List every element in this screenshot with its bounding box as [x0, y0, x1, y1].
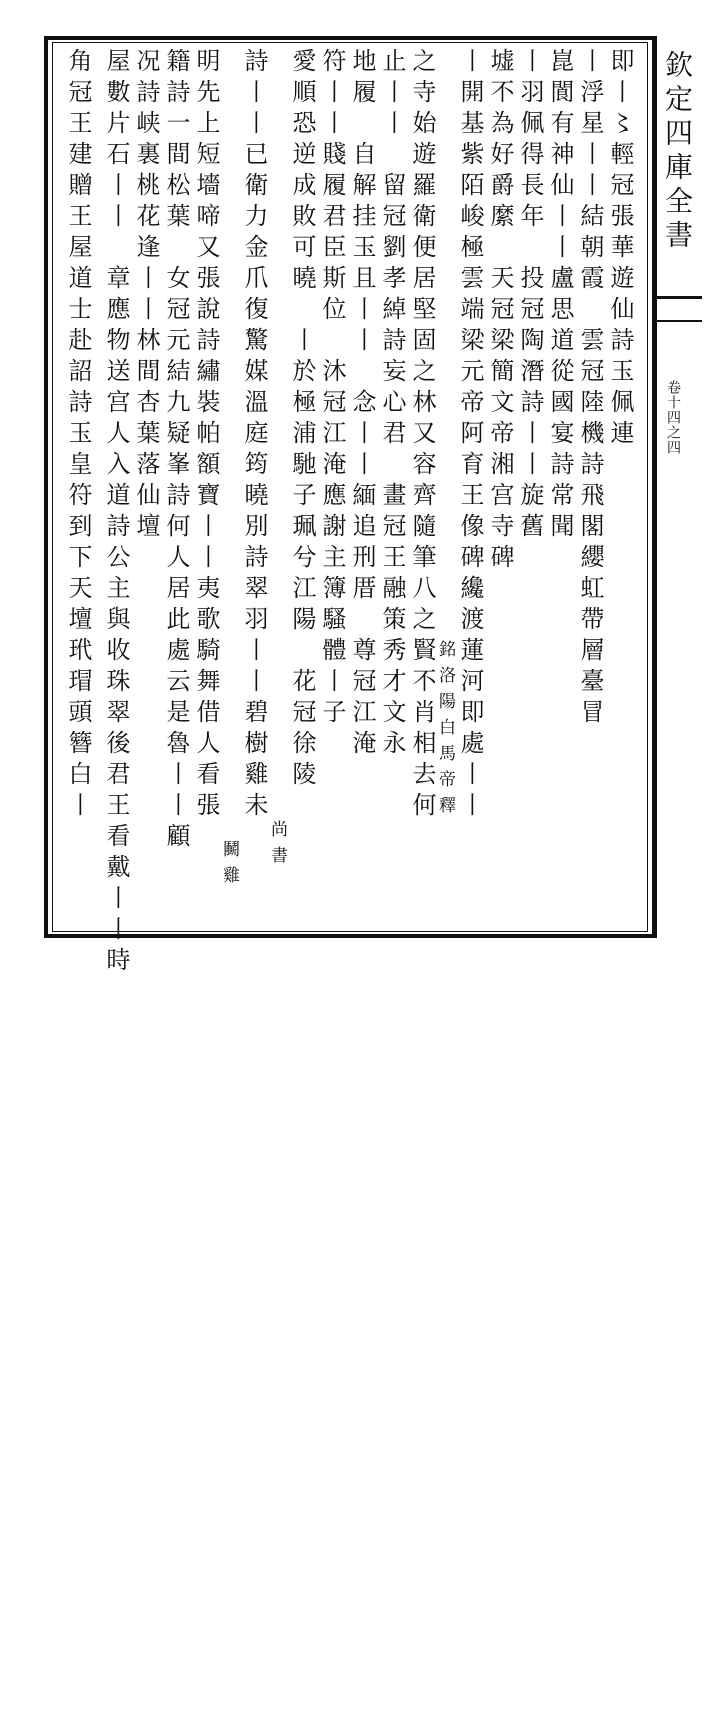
- text-column: 符丨丨賤履君臣斯位 沐冠江淹應謝主簿騷體丨子: [318, 48, 346, 730]
- text-column: 尚書: [267, 820, 287, 872]
- text-column: 角冠王建贈王屋道士赴詔詩玉皇符到下天壇玳瑁頭簪白丨: [64, 48, 92, 823]
- text-column: 崑閬有神仙丨丨盧思道從國宴詩常聞: [546, 48, 574, 544]
- text-column: 丨開基紫陌峻極雲端梁元帝阿育王像碑纔渡蓮河即處丨丨: [456, 48, 484, 823]
- text-column: 即丨〻輕冠張華遊仙詩玉佩連: [606, 48, 634, 451]
- text-column: 明先上短墻啼又張說詩繡裝帕額寶丨丨夷歌騎舞借人看張: [192, 48, 220, 823]
- text-column: 止丨丨 留冠劉孝綽詩妄心君 畫冠王融策秀才文永: [378, 48, 406, 761]
- text-column: 丨浮星丨丨結朝霞 雲冠陸機詩飛閣纓虹帶層臺冒: [576, 48, 604, 730]
- text-column: 詩丨丨已衛力金爪復驚媒溫庭筠曉別詩翠羽丨丨碧樹雞未: [240, 48, 268, 823]
- juan-label: 卷十四之四: [665, 380, 681, 455]
- text-column: 地履 自解挂玉且丨丨 念丨丨緬追刑厝 尊冠江淹: [348, 48, 376, 761]
- text-column: 之寺始遊羅衛便居堅固之林又容齊隨筆八之賢不肖相去何: [408, 48, 436, 823]
- fishtail-mark: [656, 296, 702, 322]
- text-column: 籍詩一間松葉 女冠元結九疑峯詩何人居此處云是魯丨丨顧: [162, 48, 190, 854]
- text-column: 愛順恐逆成敗可曉 丨於極浦馳子珮兮江陽 花冠徐陵: [288, 48, 316, 792]
- text-column: 鬭雞: [219, 840, 239, 892]
- text-column: 况詩峡裏桃花逢丨丨林間杏葉落仙壇: [132, 48, 160, 544]
- text-column: 銘洛陽白馬帝釋: [435, 640, 455, 822]
- margin-divider: [656, 36, 657, 938]
- text-column: 墟不為好爵縻 天冠梁簡文帝湘宫寺碑: [486, 48, 514, 575]
- text-column: 屋數片石丨丨 章應物送宫人入道詩公主與收珠翠後君王看戴丨丨時: [102, 48, 130, 978]
- book-title: 欽定四庫全書: [661, 50, 694, 254]
- text-column: 丨羽佩得長年 投冠陶潛詩丨丨旋舊: [516, 48, 544, 544]
